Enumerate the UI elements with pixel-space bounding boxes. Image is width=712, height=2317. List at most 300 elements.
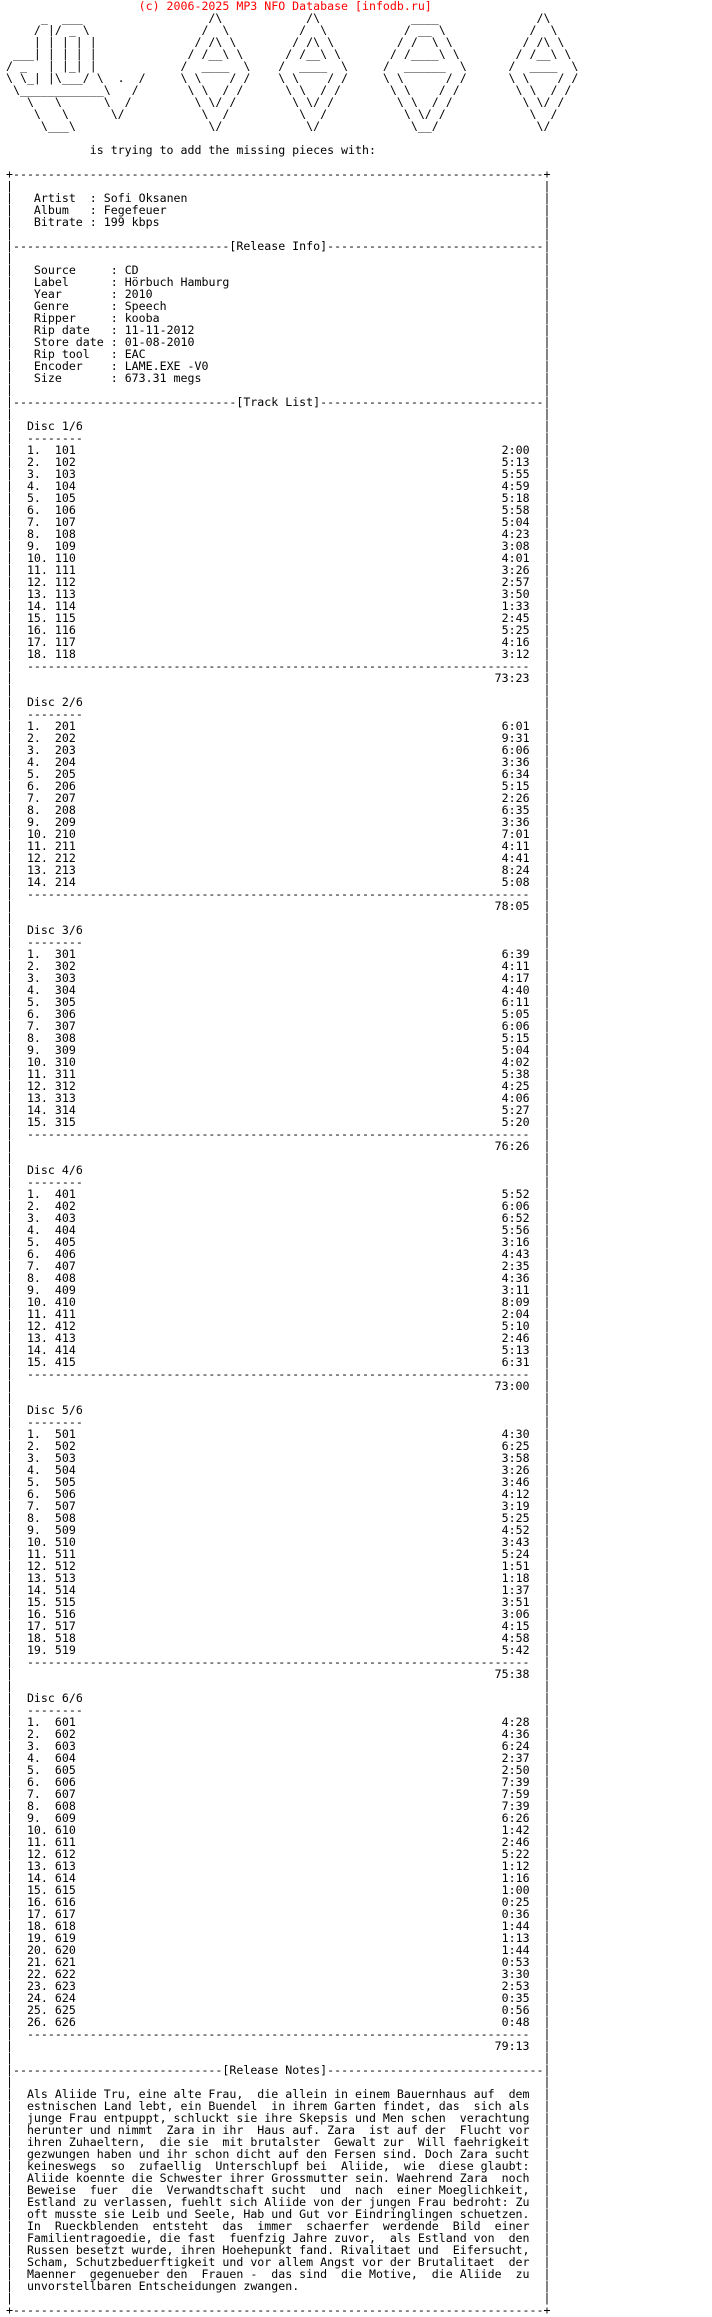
track-title: 314 bbox=[54, 1103, 76, 1117]
track-title: 104 bbox=[54, 479, 76, 493]
track-duration: 5:04 bbox=[501, 515, 530, 529]
logo-art-line: / |/ _ \ / \ / \ / __ \ / \ bbox=[6, 23, 558, 37]
track-title: 410 bbox=[54, 1295, 76, 1309]
track-duration: 3:36 bbox=[501, 755, 530, 769]
track-duration: 3:06 bbox=[501, 1607, 530, 1621]
track-number: 7. bbox=[26, 791, 55, 805]
track-number: 1. bbox=[26, 1427, 55, 1441]
logo-art-line: / _ | |_| | / ____ \ / ____ \ / ______ \ / ____ \ bbox=[6, 59, 579, 73]
track-title: 504 bbox=[54, 1463, 76, 1477]
track-list-title: Track List bbox=[243, 395, 314, 409]
disc-title: Disc 6/6 bbox=[26, 1691, 83, 1705]
track-number: 3. bbox=[26, 467, 55, 481]
track-title: 308 bbox=[54, 1031, 76, 1045]
track-duration: 3:36 bbox=[501, 815, 530, 829]
track-duration: 7:59 bbox=[501, 1787, 530, 1801]
track-number: 14. bbox=[26, 1583, 55, 1597]
track-duration: 5:38 bbox=[501, 1067, 530, 1081]
info-label: Size bbox=[33, 371, 104, 385]
info-value: 11-11-2012 bbox=[124, 323, 195, 337]
disc-total-time: 79:13 bbox=[494, 2039, 530, 2053]
track-title: 610 bbox=[54, 1823, 76, 1837]
info-label: Label bbox=[33, 275, 104, 289]
track-number: 5. bbox=[26, 767, 55, 781]
track-duration: 6:11 bbox=[501, 995, 530, 1009]
track-title: 101 bbox=[54, 443, 76, 457]
track-duration: 4:36 bbox=[501, 1271, 530, 1285]
track-number: 14. bbox=[26, 1343, 55, 1357]
release-notes-title: Release Notes bbox=[229, 2063, 321, 2077]
track-duration: 3:26 bbox=[501, 1463, 530, 1477]
track-number: 25. bbox=[26, 2003, 55, 2017]
track-number: 19. bbox=[26, 1643, 55, 1657]
logo-art-line: | | | | | / /\ \ / /\ \ / / \ \ / /\ \ bbox=[6, 35, 565, 49]
logo-art-line: \ \ \/ \ / \ / \ \/ / \ / bbox=[6, 107, 558, 121]
track-title: 512 bbox=[54, 1559, 76, 1573]
track-number: 6. bbox=[26, 503, 55, 517]
info-label: Year bbox=[33, 287, 104, 301]
info-label: Ripper bbox=[33, 311, 104, 325]
release-notes-line: Maenner gegenueber den Frauen - das sind die Motive, die Aliide zu bbox=[26, 2267, 530, 2281]
track-title: 118 bbox=[54, 647, 76, 661]
track-number: 6. bbox=[26, 1775, 55, 1789]
track-title: 615 bbox=[54, 1883, 76, 1897]
disc-underline: -------- bbox=[26, 935, 83, 949]
track-number: 12. bbox=[26, 1847, 55, 1861]
track-number: 7. bbox=[26, 1787, 55, 1801]
track-title: 411 bbox=[54, 1307, 76, 1321]
track-number: 14. bbox=[26, 1871, 55, 1885]
release-notes-line: Aliide koennte die Schwester ihrer Grossmutter sein. Waehrend Zara noch bbox=[26, 2171, 530, 2185]
track-number: 14. bbox=[26, 1103, 55, 1117]
track-duration: 2:37 bbox=[501, 1751, 530, 1765]
track-number: 3. bbox=[26, 1451, 55, 1465]
disc-title: Disc 3/6 bbox=[26, 923, 83, 937]
track-title: 404 bbox=[54, 1223, 76, 1237]
track-title: 621 bbox=[54, 1955, 76, 1969]
release-info-title: Release Info bbox=[236, 239, 321, 253]
release-notes-line: junge Frau entpuppt, schluckt sie ihre Skepsis und Men schen verachtung bbox=[26, 2111, 530, 2125]
track-title: 414 bbox=[54, 1343, 76, 1357]
track-number: 6. bbox=[26, 1007, 55, 1021]
track-title: 415 bbox=[54, 1355, 76, 1369]
track-number: 4. bbox=[26, 1751, 55, 1765]
track-title: 612 bbox=[54, 1847, 76, 1861]
track-title: 405 bbox=[54, 1235, 76, 1249]
track-duration: 4:16 bbox=[501, 635, 530, 649]
info-label: Encoder bbox=[33, 359, 104, 373]
track-duration: 7:39 bbox=[501, 1799, 530, 1813]
track-duration: 4:17 bbox=[501, 971, 530, 985]
track-title: 613 bbox=[54, 1859, 76, 1873]
track-number: 12. bbox=[26, 851, 55, 865]
track-number: 9. bbox=[26, 1043, 55, 1057]
track-number: 15. bbox=[26, 1595, 55, 1609]
track-number: 2. bbox=[26, 1439, 55, 1453]
track-title: 609 bbox=[54, 1811, 76, 1825]
track-duration: 8:09 bbox=[501, 1295, 530, 1309]
track-title: 603 bbox=[54, 1739, 76, 1753]
track-number: 26. bbox=[26, 2015, 55, 2029]
track-duration: 5:25 bbox=[501, 623, 530, 637]
track-number: 8. bbox=[26, 1511, 55, 1525]
track-duration: 3:16 bbox=[501, 1235, 530, 1249]
track-duration: 3:43 bbox=[501, 1535, 530, 1549]
track-number: 1. bbox=[26, 1715, 55, 1729]
logo-art-line: \ \ \ / \ \/ / \ \/ / \ \ / / \ \/ / bbox=[6, 95, 565, 109]
track-number: 10. bbox=[26, 551, 55, 565]
track-number: 2. bbox=[26, 455, 55, 469]
disc-underline: -------- bbox=[26, 1175, 83, 1189]
track-number: 9. bbox=[26, 815, 55, 829]
track-number: 16. bbox=[26, 623, 55, 637]
track-duration: 4:01 bbox=[501, 551, 530, 565]
track-title: 209 bbox=[54, 815, 76, 829]
track-number: 13. bbox=[26, 1331, 55, 1345]
track-title: 306 bbox=[54, 1007, 76, 1021]
track-title: 112 bbox=[54, 575, 76, 589]
track-duration: 0:36 bbox=[501, 1907, 530, 1921]
info-value: CD bbox=[124, 263, 139, 277]
track-duration: 2:04 bbox=[501, 1307, 530, 1321]
track-title: 625 bbox=[54, 2003, 76, 2017]
track-number: 3. bbox=[26, 743, 55, 757]
track-title: 602 bbox=[54, 1727, 76, 1741]
track-duration: 6:24 bbox=[501, 1739, 530, 1753]
info-value: EAC bbox=[124, 347, 146, 361]
track-duration: 5:58 bbox=[501, 503, 530, 517]
track-duration: 6:06 bbox=[501, 1019, 530, 1033]
disc-total-time: 76:26 bbox=[494, 1139, 530, 1153]
track-duration: 2:46 bbox=[501, 1835, 530, 1849]
track-title: 106 bbox=[54, 503, 76, 517]
release-notes-line: Beweise fuer die Verwandtschaft sucht und nach einer Moeglichkeit, bbox=[26, 2183, 530, 2197]
track-duration: 4:52 bbox=[501, 1523, 530, 1537]
track-title: 103 bbox=[54, 467, 76, 481]
track-duration: 7:01 bbox=[501, 827, 530, 841]
track-title: 113 bbox=[54, 587, 76, 601]
track-duration: 4:43 bbox=[501, 1247, 530, 1261]
track-title: 601 bbox=[54, 1715, 76, 1729]
track-title: 614 bbox=[54, 1871, 76, 1885]
track-title: 516 bbox=[54, 1607, 76, 1621]
track-duration: 1:51 bbox=[501, 1559, 530, 1573]
track-duration: 5:08 bbox=[501, 875, 530, 889]
info-value: 01-08-2010 bbox=[124, 335, 195, 349]
track-number: 7. bbox=[26, 1259, 55, 1273]
track-number: 14. bbox=[26, 875, 55, 889]
track-duration: 0:56 bbox=[501, 2003, 530, 2017]
logo-art-line: _ ___ /\ /\ ____ /\ bbox=[6, 11, 551, 25]
track-duration: 2:46 bbox=[501, 1331, 530, 1345]
track-number: 2. bbox=[26, 731, 55, 745]
track-duration: 6:34 bbox=[501, 767, 530, 781]
track-title: 617 bbox=[54, 1907, 76, 1921]
track-duration: 4:12 bbox=[501, 1487, 530, 1501]
track-title: 208 bbox=[54, 803, 76, 817]
track-duration: 0:48 bbox=[501, 2015, 530, 2029]
track-number: 4. bbox=[26, 479, 55, 493]
track-duration: 6:06 bbox=[501, 1199, 530, 1213]
track-number: 5. bbox=[26, 1235, 55, 1249]
track-title: 518 bbox=[54, 1631, 76, 1645]
track-duration: 4:06 bbox=[501, 1091, 530, 1105]
track-title: 302 bbox=[54, 959, 76, 973]
track-number: 5. bbox=[26, 1763, 55, 1777]
release-notes-line: In Rueckblenden entsteht das immer schaerfer werdende Bild einer bbox=[26, 2219, 530, 2233]
info-label: Store date bbox=[33, 335, 104, 349]
track-number: 1. bbox=[26, 443, 55, 457]
track-duration: 3:51 bbox=[501, 1595, 530, 1609]
track-number: 4. bbox=[26, 755, 55, 769]
track-title: 210 bbox=[54, 827, 76, 841]
release-notes-line: herunter und nimmt Zara in ihr Haus auf. Zara ist auf der Flucht vor bbox=[26, 2123, 530, 2137]
track-number: 9. bbox=[26, 539, 55, 553]
track-title: 102 bbox=[54, 455, 76, 469]
track-title: 510 bbox=[54, 1535, 76, 1549]
track-duration: 4:11 bbox=[501, 839, 530, 853]
disc-title: Disc 5/6 bbox=[26, 1403, 83, 1417]
track-number: 8. bbox=[26, 1799, 55, 1813]
track-duration: 1:12 bbox=[501, 1859, 530, 1873]
track-title: 115 bbox=[54, 611, 76, 625]
track-title: 505 bbox=[54, 1475, 76, 1489]
track-title: 412 bbox=[54, 1319, 76, 1333]
track-number: 24. bbox=[26, 1991, 55, 2005]
track-title: 508 bbox=[54, 1511, 76, 1525]
track-duration: 2:53 bbox=[501, 1979, 530, 1993]
track-number: 6. bbox=[26, 1247, 55, 1261]
track-duration: 5:15 bbox=[501, 1031, 530, 1045]
track-number: 18. bbox=[26, 647, 55, 661]
tagline: is trying to add the missing pieces with: bbox=[89, 143, 376, 157]
track-title: 107 bbox=[54, 515, 76, 529]
track-duration: 1:44 bbox=[501, 1919, 530, 1933]
track-title: 514 bbox=[54, 1583, 76, 1597]
track-number: 3. bbox=[26, 1211, 55, 1225]
disc-title: Disc 1/6 bbox=[26, 419, 83, 433]
track-title: 303 bbox=[54, 971, 76, 985]
track-number: 2. bbox=[26, 1199, 55, 1213]
track-number: 17. bbox=[26, 1619, 55, 1633]
track-number: 7. bbox=[26, 1499, 55, 1513]
info-label: Rip tool bbox=[33, 347, 104, 361]
track-number: 4. bbox=[26, 1223, 55, 1237]
track-duration: 6:06 bbox=[501, 743, 530, 757]
disc-underline: -------- bbox=[26, 707, 83, 721]
track-number: 1. bbox=[26, 719, 55, 733]
track-duration: 4:59 bbox=[501, 479, 530, 493]
track-number: 23. bbox=[26, 1979, 55, 1993]
track-number: 5. bbox=[26, 1475, 55, 1489]
track-duration: 5:24 bbox=[501, 1547, 530, 1561]
track-title: 409 bbox=[54, 1283, 76, 1297]
track-number: 1. bbox=[26, 947, 55, 961]
track-number: 13. bbox=[26, 587, 55, 601]
track-number: 10. bbox=[26, 1823, 55, 1837]
track-title: 403 bbox=[54, 1211, 76, 1225]
release-notes-line: estnischen Land lebt, ein Buendel in ihrem Garten findet, das sich als bbox=[26, 2099, 530, 2113]
track-title: 618 bbox=[54, 1919, 76, 1933]
track-duration: 5:13 bbox=[501, 455, 530, 469]
bitrate-label: Bitrate bbox=[33, 215, 83, 229]
track-number: 10. bbox=[26, 1295, 55, 1309]
track-number: 8. bbox=[26, 1031, 55, 1045]
track-duration: 4:11 bbox=[501, 959, 530, 973]
track-number: 12. bbox=[26, 575, 55, 589]
track-number: 5. bbox=[26, 491, 55, 505]
track-number: 20. bbox=[26, 1943, 55, 1957]
track-title: 607 bbox=[54, 1787, 76, 1801]
disc-underline: -------- bbox=[26, 431, 83, 445]
track-duration: 1:42 bbox=[501, 1823, 530, 1837]
info-label: Genre bbox=[33, 299, 104, 313]
album-value: Fegefeuer bbox=[103, 203, 167, 217]
track-number: 12. bbox=[26, 1319, 55, 1333]
track-duration: 4:30 bbox=[501, 1427, 530, 1441]
track-duration: 2:35 bbox=[501, 1259, 530, 1273]
track-duration: 9:31 bbox=[501, 731, 530, 745]
track-title: 519 bbox=[54, 1643, 76, 1657]
track-title: 620 bbox=[54, 1943, 76, 1957]
track-duration: 1:16 bbox=[501, 1871, 530, 1885]
track-title: 407 bbox=[54, 1259, 76, 1273]
track-number: 10. bbox=[26, 1055, 55, 1069]
track-title: 501 bbox=[54, 1427, 76, 1441]
track-duration: 4:28 bbox=[501, 1715, 530, 1729]
disc-underline: -------- bbox=[26, 1703, 83, 1717]
track-number: 22. bbox=[26, 1967, 55, 1981]
track-number: 11. bbox=[26, 1067, 55, 1081]
track-title: 114 bbox=[54, 599, 76, 613]
track-title: 506 bbox=[54, 1487, 76, 1501]
track-number: 18. bbox=[26, 1919, 55, 1933]
track-title: 307 bbox=[54, 1019, 76, 1033]
album-label: Album bbox=[33, 203, 83, 217]
bitrate-value: 199 kbps bbox=[103, 215, 160, 229]
track-number: 13. bbox=[26, 1859, 55, 1873]
track-title: 507 bbox=[54, 1499, 76, 1513]
track-title: 105 bbox=[54, 491, 76, 505]
track-title: 406 bbox=[54, 1247, 76, 1261]
logo-art-line: \ \_| |\___/ \ . / \ \ / / \ \ / / \ \ / / \ \ / / bbox=[6, 71, 579, 85]
track-number: 6. bbox=[26, 1487, 55, 1501]
track-duration: 2:26 bbox=[501, 791, 530, 805]
track-number: 6. bbox=[26, 779, 55, 793]
track-title: 311 bbox=[54, 1067, 76, 1081]
track-number: 1. bbox=[26, 1187, 55, 1201]
track-duration: 0:53 bbox=[501, 1955, 530, 1969]
artist-label: Artist bbox=[33, 191, 83, 205]
track-duration: 3:58 bbox=[501, 1451, 530, 1465]
track-number: 8. bbox=[26, 1271, 55, 1285]
track-duration: 6:31 bbox=[501, 1355, 530, 1369]
logo-art-line: ___| | | | | / /__\ \ / /__\ \ / /____\ \ / /__\ \ bbox=[6, 47, 572, 61]
track-number: 16. bbox=[26, 1895, 55, 1909]
track-title: 511 bbox=[54, 1547, 76, 1561]
track-duration: 2:00 bbox=[501, 443, 530, 457]
track-title: 402 bbox=[54, 1199, 76, 1213]
track-duration: 5:42 bbox=[501, 1643, 530, 1657]
track-title: 626 bbox=[54, 2015, 76, 2029]
track-duration: 5:27 bbox=[501, 1103, 530, 1117]
track-duration: 4:41 bbox=[501, 851, 530, 865]
track-duration: 7:39 bbox=[501, 1775, 530, 1789]
track-title: 513 bbox=[54, 1571, 76, 1585]
disc-title: Disc 2/6 bbox=[26, 695, 83, 709]
track-number: 15. bbox=[26, 1883, 55, 1897]
track-duration: 1:13 bbox=[501, 1931, 530, 1945]
disc-total-time: 78:05 bbox=[494, 899, 530, 913]
track-title: 116 bbox=[54, 623, 76, 637]
track-duration: 6:25 bbox=[501, 1439, 530, 1453]
info-label: Rip date bbox=[33, 323, 104, 337]
track-duration: 4:15 bbox=[501, 1619, 530, 1633]
track-title: 605 bbox=[54, 1763, 76, 1777]
track-duration: 4:23 bbox=[501, 527, 530, 541]
track-number: 7. bbox=[26, 515, 55, 529]
track-number: 16. bbox=[26, 1607, 55, 1621]
track-number: 3. bbox=[26, 1739, 55, 1753]
track-number: 8. bbox=[26, 803, 55, 817]
track-duration: 5:25 bbox=[501, 1511, 530, 1525]
track-duration: 4:40 bbox=[501, 983, 530, 997]
track-title: 117 bbox=[54, 635, 76, 649]
site-credit: (c) 2006-2025 MP3 NFO Database [infodb.ru] bbox=[138, 0, 432, 13]
disc-title: Disc 4/6 bbox=[26, 1163, 83, 1177]
track-duration: 2:50 bbox=[501, 1763, 530, 1777]
track-title: 619 bbox=[54, 1931, 76, 1945]
release-notes-line: keineswegs so zufaellig Unterschlupf bei Aliide, wie diese glaubt: bbox=[26, 2159, 530, 2173]
track-duration: 6:39 bbox=[501, 947, 530, 961]
track-title: 201 bbox=[54, 719, 76, 733]
track-number: 12. bbox=[26, 1559, 55, 1573]
track-number: 19. bbox=[26, 1931, 55, 1945]
track-number: 18. bbox=[26, 1631, 55, 1645]
track-duration: 2:45 bbox=[501, 611, 530, 625]
track-title: 109 bbox=[54, 539, 76, 553]
track-title: 624 bbox=[54, 1991, 76, 2005]
disc-total-time: 75:38 bbox=[494, 1667, 530, 1681]
track-title: 611 bbox=[54, 1835, 76, 1849]
track-duration: 6:26 bbox=[501, 1811, 530, 1825]
track-title: 622 bbox=[54, 1967, 76, 1981]
track-duration: 5:52 bbox=[501, 1187, 530, 1201]
track-number: 9. bbox=[26, 1811, 55, 1825]
track-title: 623 bbox=[54, 1979, 76, 1993]
track-duration: 1:00 bbox=[501, 1883, 530, 1897]
track-title: 616 bbox=[54, 1895, 76, 1909]
info-value: Speech bbox=[124, 299, 167, 313]
disc-total-time: 73:00 bbox=[494, 1379, 530, 1393]
disc-total-time: 73:23 bbox=[494, 671, 530, 685]
track-title: 202 bbox=[54, 731, 76, 745]
track-duration: 3:50 bbox=[501, 587, 530, 601]
track-number: 9. bbox=[26, 1283, 55, 1297]
artist-value: Sofi Oksanen bbox=[103, 191, 188, 205]
track-title: 413 bbox=[54, 1331, 76, 1345]
track-duration: 4:02 bbox=[501, 1055, 530, 1069]
track-number: 21. bbox=[26, 1955, 55, 1969]
track-title: 207 bbox=[54, 791, 76, 805]
track-number: 4. bbox=[26, 1463, 55, 1477]
track-number: 17. bbox=[26, 1907, 55, 1921]
track-number: 11. bbox=[26, 563, 55, 577]
info-value: LAME.EXE -V0 bbox=[124, 359, 209, 373]
track-title: 309 bbox=[54, 1043, 76, 1057]
track-duration: 4:25 bbox=[501, 1079, 530, 1093]
track-duration: 5:10 bbox=[501, 1319, 530, 1333]
